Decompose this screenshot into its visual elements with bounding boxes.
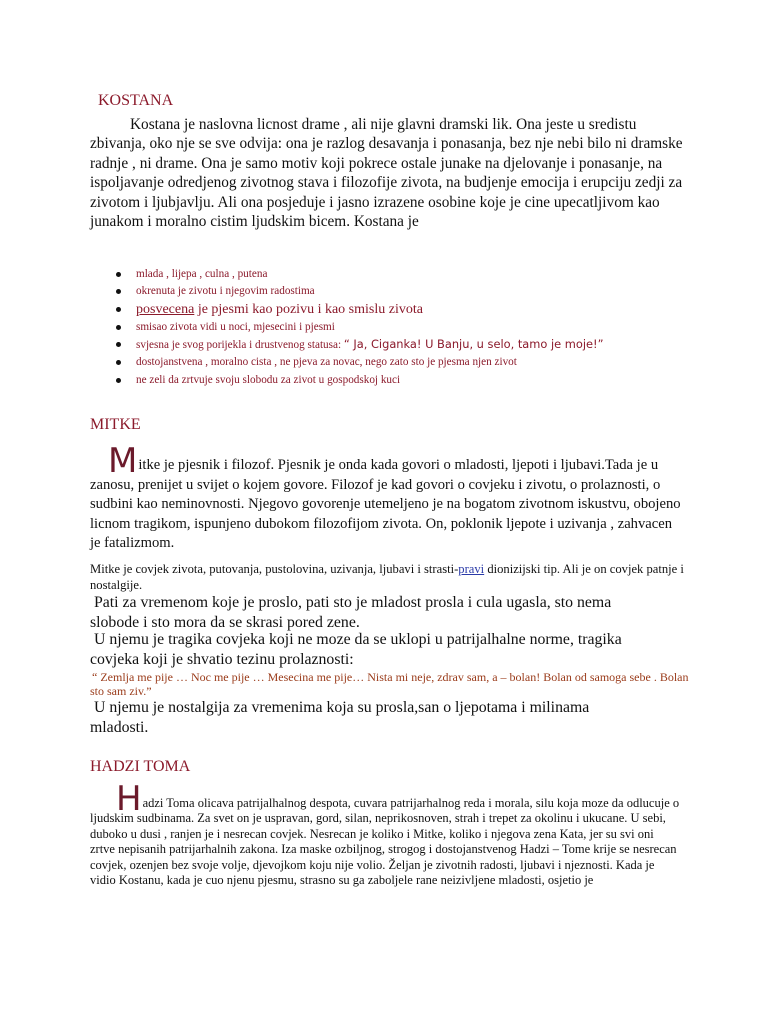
mitke-p3 — [90, 630, 650, 669]
mitke-quote — [90, 670, 690, 698]
heading-kostana: KOSTANA — [98, 92, 174, 109]
bullet-item — [136, 319, 736, 336]
mitke-p2-text: Pati za vremenom koje je proslo, pati sto je mladost prosla i cula ugasla, sto nema slobode i sto mora da se skrasi pored zene. — [90, 594, 612, 631]
pravi-link[interactable]: pravi — [458, 562, 485, 576]
bullet-text: mlada , lijepa , culna , putena — [136, 268, 268, 280]
mitke-p3-block — [90, 630, 650, 669]
mitke-small-block — [90, 561, 684, 593]
heading-hadzi-toma: HADZI TOMA — [90, 758, 191, 775]
kostana-bullet-list — [104, 266, 736, 389]
mitke-quote-block — [90, 670, 690, 698]
mitke-small-text: Mitke je covjek zivota, putovanja, pustolovina, uzivanja, ljubavi i strasti- — [90, 562, 459, 576]
mitke-dropcap: M — [108, 441, 138, 481]
bullet-text: smisao zivota vidi u noci, mjesecini i pjesmi — [136, 320, 335, 333]
bullet-text: okrenuta je zivotu i njegovim radostima — [136, 285, 315, 298]
bullet-item — [136, 283, 736, 300]
heading-mitke: MITKE — [90, 416, 141, 433]
hadzi-paragraph — [90, 779, 680, 888]
mitke-p4 — [90, 698, 650, 737]
hadzi-dropcap: H — [116, 779, 142, 819]
hadzi-paragraph-text: adzi Toma olicava patrijalhalnog despota, cuvara patrijarhalnog reda i morala, silu koja moze da odlucuje o ljudskim sudbinama. Za svet on je uspravan, gord, silan, neprikosnoven, strah i trepet za okolinu i ukucane. U sebi, duboko u dusi , ranjen je i nesrecan covjek. Nesrecan je koliko i Mitke, koliko i njegova zena Kata, jer su svi oni zrtve nepisanih patrijarhalnih zakona. Iza maske ozbiljnog, strogog i dostojanstvenog Hadzi – Tome krije se nesrecan covjek, ozenjen bez svoje volje, djevojkom koju nije volio. Željan je zivotnih radosti, ljubavi i njeznosti. Kada je vidio Kostanu, kada je cuo njenu pjesmu, strasno su ga zaboljele rane neizivljene mladosti, osjetio je — [90, 796, 680, 888]
bullet-text: dostojanstvena , moralno cista , ne pjeva za novac, nego zato sto je pjesma njen zivot — [136, 356, 517, 369]
kostana-paragraph-text: Kostana je naslovna licnost drame , ali nije glavni dramski lik. Ona jeste u sredistu zbivanja, oko nje se sve odvija: ona je razlog desavanja i ponasanja, bez nje nebi bilo ni dramske radnje , ni drame. Ona je samo motiv koji pokrece ostale junake na djelovanje i ponasanje, na ispoljavanje odredjenog zivotnog stava i filozofije zivota, na budjenje emocija i erupciju zedji za zivotom i ljubjavlju. Ali ona posjeduje i jasno izrazene osobine koje je cine upecatljivom kao junakom i moralno cistim ljudskim bicem. Kostana je — [90, 116, 683, 231]
mitke-quote-text: “ Zemlja me pije … Noc me pije … Mesecina me pije… Nista mi neje, zdrav sam, a – bolan! Bolan od samoga sebe . Bolan sto sam ziv.” — [90, 670, 689, 698]
mitke-paragraph — [90, 441, 682, 554]
mitke-p3-text: U njemu je tragika covjeka koji ne moze da se uklopi u patrijalhalne norme, tragika covjeka koji je shvatio tezinu prolaznosti: — [90, 631, 622, 668]
mitke-p2-block — [90, 593, 650, 632]
bullet-item — [136, 266, 736, 283]
posvecena-link[interactable]: posvecena — [136, 301, 195, 317]
mitke-paragraph-text: itke je pjesnik i filozof. Pjesnik je onda kada govori o mladosti, ljepoti i ljubavi.Tada je u zanosu, prenijet u svijet o kojem govore. Filozof je kad govori o covjeku i zivotu, o prolaznosti, o sudbini kao neminovnosti. Njegovo govorenje utemeljeno je na bogatom zivotnom iskustvu, obojeno licnom tragikom, ispunjeno dubokom filozofijom zivota. On, poklonik ljepote i uzivanja , zahvacen je fatalizmom. — [90, 457, 681, 552]
mitke-p4-block — [90, 698, 650, 737]
bullet-text: je pjesmi kao pozivu i kao smislu zivota — [194, 301, 423, 317]
kostana-quote: “ Ja, Ciganka! U Banju, u selo, tamo je moje!” — [343, 337, 604, 352]
bullet-item — [136, 354, 736, 371]
bullet-item — [136, 336, 736, 354]
hadzi-paragraph-block — [90, 779, 680, 888]
kostana-paragraph — [90, 115, 686, 231]
bullet-text: svjesna je svog porijekla i drustvenog statusa: — [136, 339, 344, 352]
mitke-paragraph-block — [90, 441, 682, 554]
bullet-text: ne zeli da zrtvuje svoju slobodu za zivot u gospodskoj kuci — [136, 373, 401, 386]
bullet-item — [136, 301, 736, 319]
mitke-small-text-end: dionizijski tip. Ali je on covjek patnje i nostalgije. — [90, 562, 684, 592]
kostana-paragraph-block — [90, 115, 686, 231]
mitke-p4-text: U njemu je nostalgija za vremenima koja su prosla,san o ljepotama i milinama mladosti. — [90, 699, 590, 736]
mitke-small-paragraph — [90, 561, 684, 593]
bullet-item — [136, 372, 736, 389]
mitke-p2 — [90, 593, 650, 632]
